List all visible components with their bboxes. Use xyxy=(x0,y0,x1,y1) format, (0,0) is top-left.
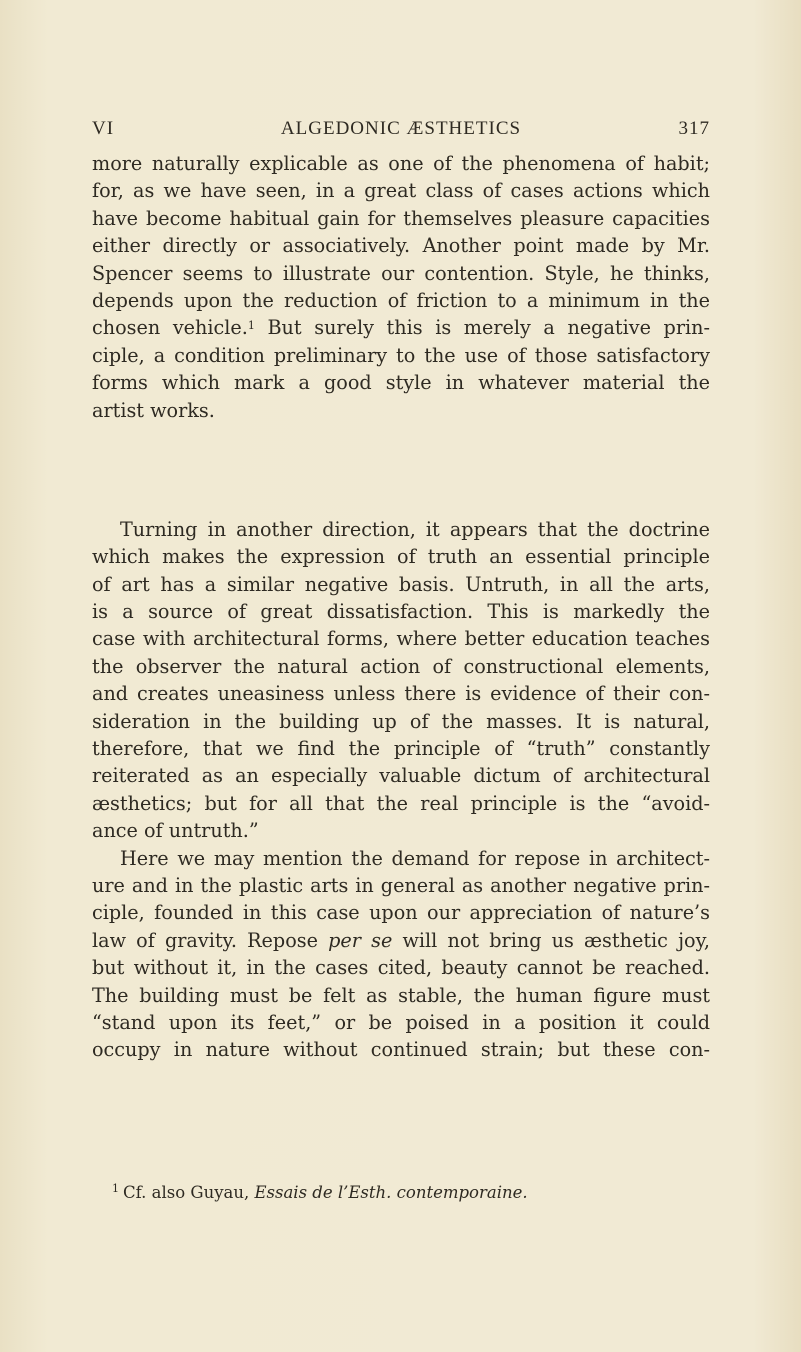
text-line: for, as we have seen, in a great class of cases actions which xyxy=(92,179,710,203)
text-line xyxy=(92,927,710,954)
paragraph-gap xyxy=(92,424,710,516)
text-line: depends upon the reduction of friction to a minimum in the xyxy=(92,288,710,312)
text-line: reiterated as an especially valuable dictum of architectural xyxy=(92,764,710,788)
text-line: forms which mark a good style in whatever material the xyxy=(92,371,710,395)
text-line: of art has a similar negative basis. Untruth, in all the arts, xyxy=(92,572,710,596)
text-segment: chosen vehicle. xyxy=(92,316,248,340)
text-segment: But surely this is merely a negative prin- xyxy=(267,316,710,340)
footnote-mark: 1 xyxy=(112,1182,119,1195)
text-line: The building must be felt as stable, the human figure must xyxy=(92,983,710,1007)
text-line: more naturally explicable as one of the phenomena of habit; xyxy=(92,152,710,175)
text-line: which makes the expression of truth an essential principle xyxy=(92,545,710,569)
text-line: artist works. xyxy=(92,398,215,422)
text-line: either directly or associatively. Another point made by Mr. xyxy=(92,234,710,258)
running-header xyxy=(92,118,710,142)
italic-phrase: per se xyxy=(328,928,393,952)
footnote-text: Cf. also Guyau, xyxy=(123,1183,250,1202)
text-line: sideration in the building up of the masses. It is natural, xyxy=(92,709,710,733)
text-line: but without it, in the cases cited, beauty cannot be reached. xyxy=(92,956,710,980)
text-line: and creates uneasiness unless there is evidence of their con- xyxy=(92,682,710,706)
text-line: ciple, a condition preliminary to the use of those satisfactory xyxy=(92,343,710,367)
text-line: ure and in the plastic arts in general as another negative prin- xyxy=(92,873,710,897)
text-line: “stand upon its feet,” or be poised in a position it could xyxy=(92,1010,710,1034)
text-line: ciple, founded in this case upon our appreciation of nature’s xyxy=(92,901,710,925)
text-line: æsthetics; but for all that the real principle is the “avoid- xyxy=(92,791,710,815)
text-segment: will not bring us æsthetic joy, xyxy=(402,928,710,952)
text-line: Here we may mention the demand for repose in architect- xyxy=(120,846,710,870)
chapter-number: VI xyxy=(92,118,115,139)
text-line: Spencer seems to illustrate our contention. Style, he thinks, xyxy=(92,261,710,285)
text-line xyxy=(92,314,710,341)
text-line: is a source of great dissatisfaction. This is markedly the xyxy=(92,600,710,624)
footnote-reference: 1 xyxy=(247,319,255,333)
text-segment: law of gravity. Repose xyxy=(92,928,318,952)
text-line: therefore, that we find the principle of “truth” constantly xyxy=(92,737,710,761)
text-line: Turning in another direction, it appears that the doctrine xyxy=(120,517,710,541)
text-line: have become habitual gain for themselves pleasure capacities xyxy=(92,206,710,230)
footnote xyxy=(112,1183,712,1202)
text-line: case with architectural forms, where better education teaches xyxy=(92,627,710,651)
body-text xyxy=(92,150,710,1064)
text-line: the observer the natural action of constructional elements, xyxy=(92,654,710,678)
running-title: ALGEDONIC ÆSTHETICS xyxy=(280,118,522,139)
page-number: 317 xyxy=(678,118,710,139)
text-line: occupy in nature without continued strain; but these con- xyxy=(92,1038,710,1062)
footnote-title: Essais de l’Esth. contemporaine. xyxy=(254,1183,528,1202)
text-line: ance of untruth.” xyxy=(92,819,259,843)
